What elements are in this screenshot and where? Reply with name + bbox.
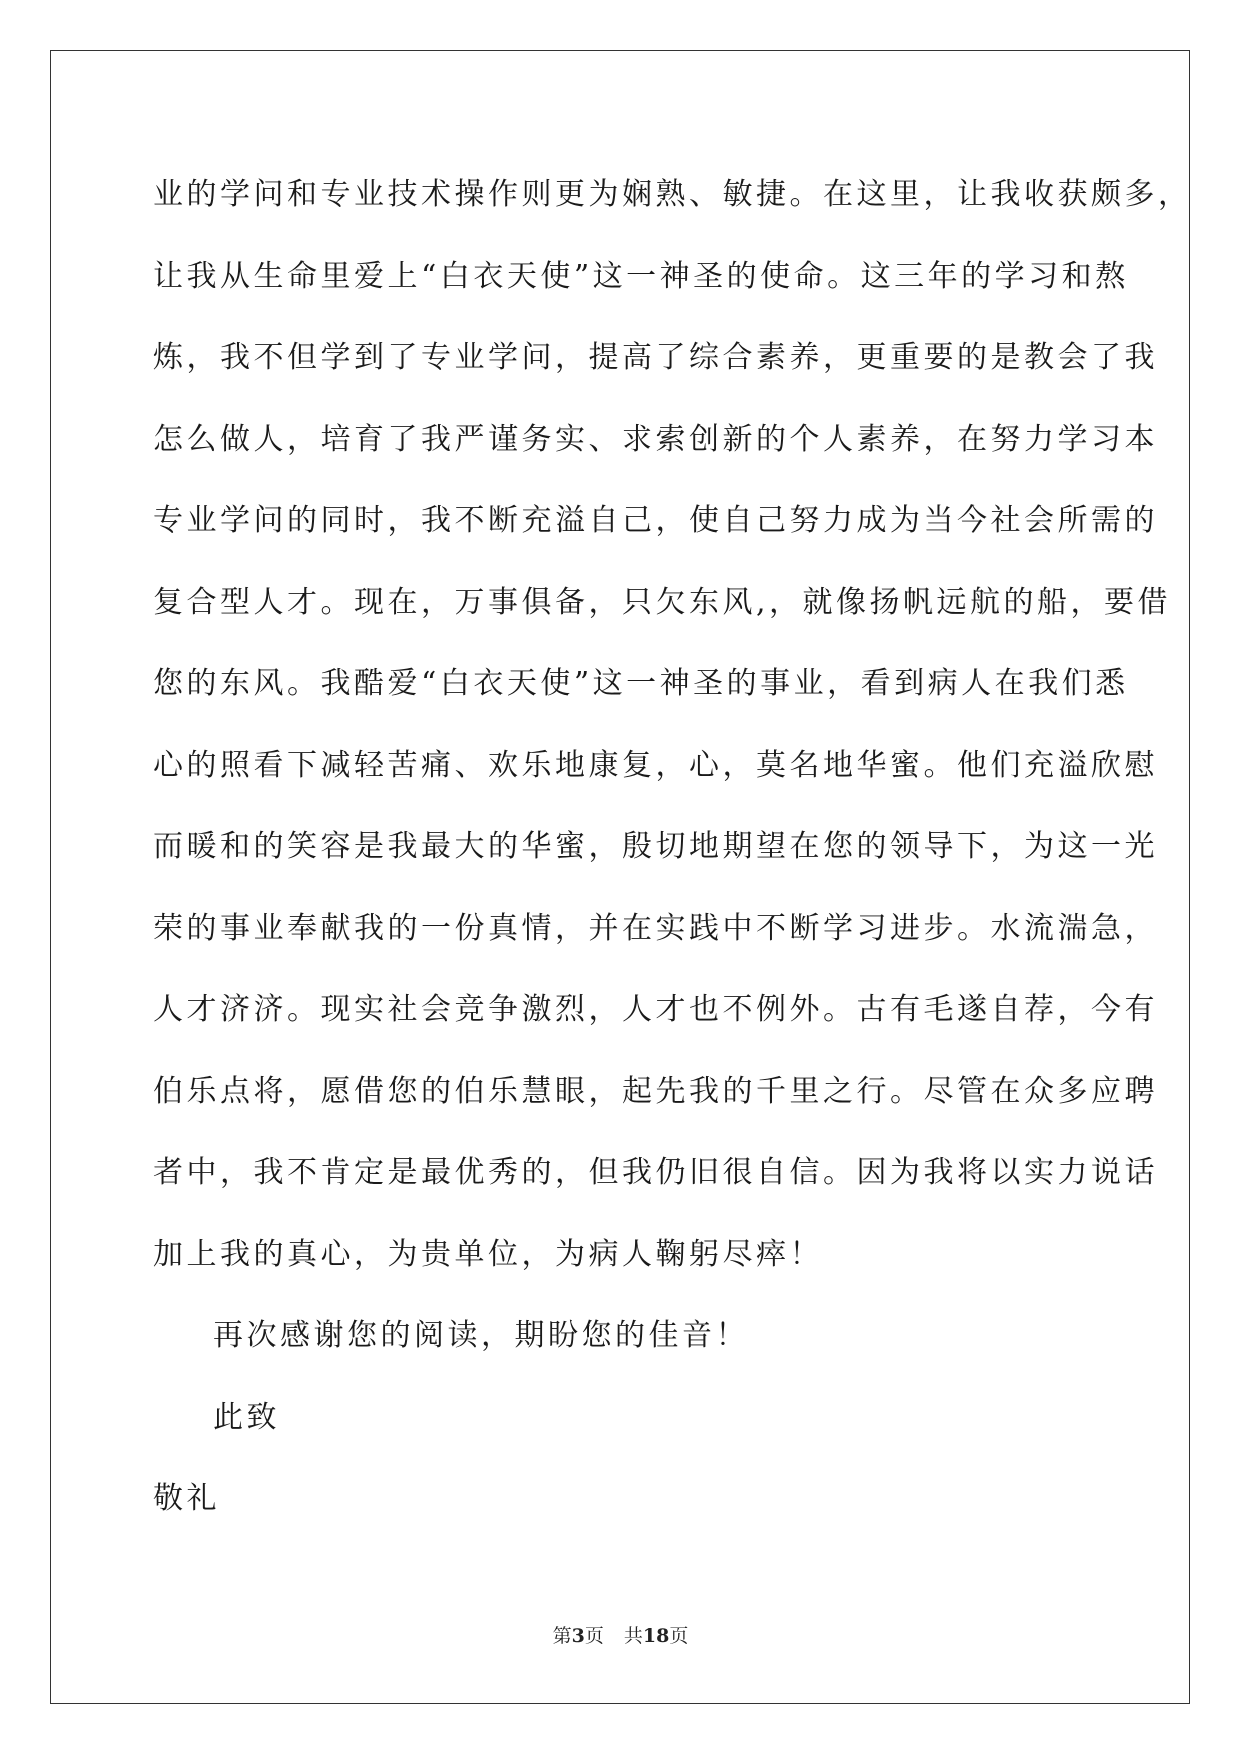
closing-line: 再次感谢您的阅读，期盼您的佳音！ — [213, 1318, 749, 1353]
body-line: 复合型人才。现在，万事俱备，只欠东风,，就像扬帆远航的船，要借 — [153, 584, 1172, 620]
page-prefix: 第 — [552, 1625, 572, 1647]
body-line: 加上我的真心，为贵单位，为病人鞠躬尽瘁！ — [153, 1236, 823, 1272]
total-suffix: 页 — [669, 1625, 689, 1647]
page-suffix: 页 — [584, 1625, 604, 1647]
body-line: 您的东风。我酷爱“白衣天使”这一神圣的事业，看到病人在我们悉 — [153, 666, 1129, 701]
body-line: 伯乐点将，愿借您的伯乐慧眼，起先我的千里之行。尽管在众多应聘 — [153, 1073, 1158, 1109]
body-line: 人才济济。现实社会竞争激烈，人才也不例外。古有毛遂自荐，今有 — [153, 992, 1158, 1027]
body-line: 心的照看下减轻苦痛、欢乐地康复，心，莫名地华蜜。他们充溢欣慰 — [153, 747, 1158, 783]
salutation: 此致 — [213, 1399, 280, 1435]
body-line: 专业学问的同时，我不断充溢自己，使自己努力成为当今社会所需的 — [153, 503, 1158, 538]
body-line: 业的学问和专业技术操作则更为娴熟、敏捷。在这里，让我收获颇多， — [153, 177, 1192, 212]
body-line: 者中，我不肯定是最优秀的，但我仍旧很自信。因为我将以实力说话 — [153, 1155, 1158, 1190]
body-line: 荣的事业奉献我的一份真情，并在实践中不断学习进步。水流湍急， — [153, 910, 1158, 946]
total-prefix: 共 — [623, 1625, 643, 1647]
regards: 敬礼 — [153, 1481, 220, 1516]
page-number: 3 — [571, 1625, 585, 1647]
body-line: 让我从生命里爱上“白衣天使”这一神圣的使命。这三年的学习和熬 — [153, 258, 1129, 294]
body-line: 而暖和的笑容是我最大的华蜜，殷切地期望在您的领导下，为这一光 — [153, 829, 1158, 864]
page-footer — [0, 1624, 1241, 1648]
total-pages: 18 — [642, 1625, 670, 1647]
body-line: 怎么做人，培育了我严谨务实、求索创新的个人素养，在努力学习本 — [153, 421, 1158, 457]
letter-body — [153, 165, 1192, 1551]
body-line: 炼，我不但学到了专业学问，提高了综合素养，更重要的是教会了我 — [153, 340, 1158, 375]
